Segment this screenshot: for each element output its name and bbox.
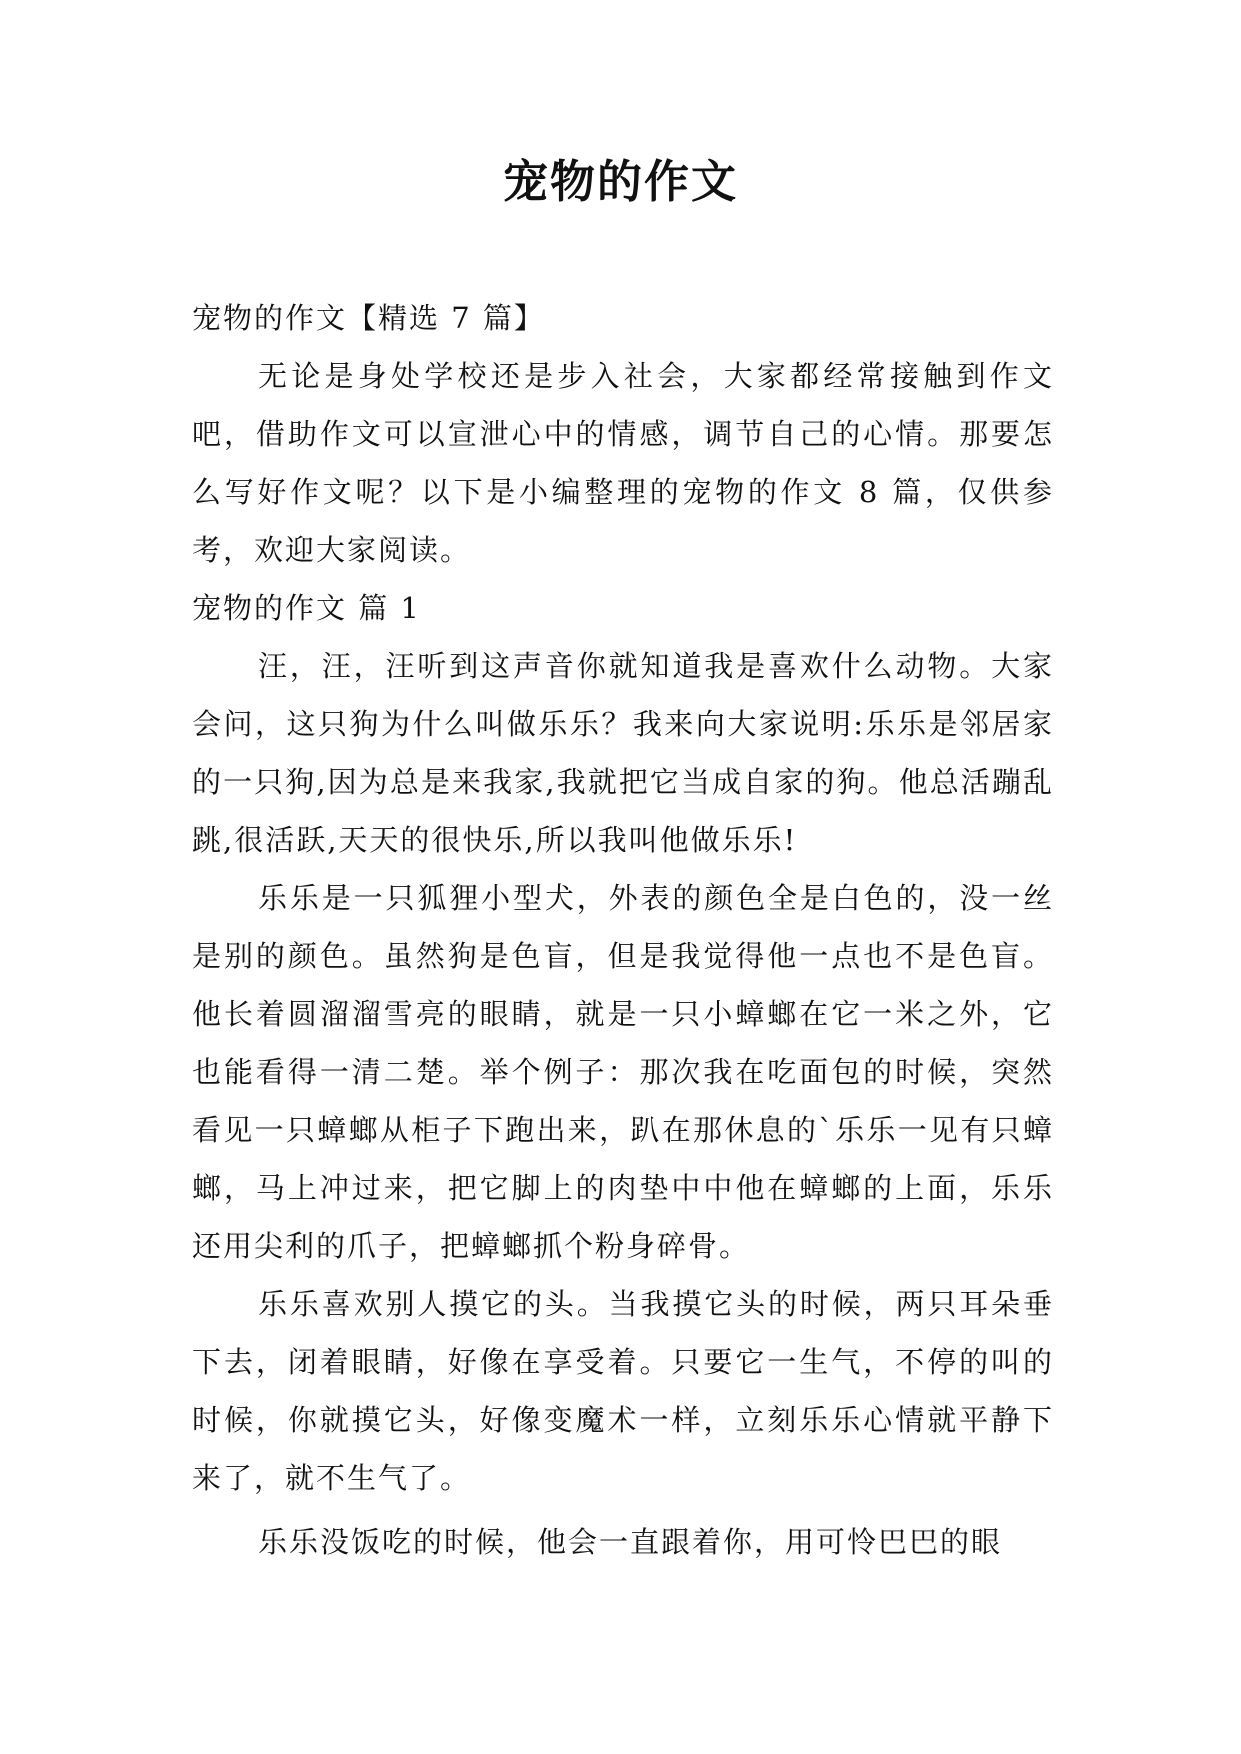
- body-paragraph: 乐乐是一只狐狸小型犬，外表的颜色全是白色的，没一丝是别的颜色。虽然狗是色盲，但是我觉得他一点也不是色盲。他长着圆溜溜雪亮的眼睛，就是一只小蟑螂在它一米之外，它也能看得一清二楚。举个例子：那次我在吃面包的时候，突然看见一只蟑螂从柜子下跑出来，趴在那休息的`乐乐一见有只蟑螂，马上冲过来，把它脚上的肉垫中中他在蟑螂的上面，乐乐还用尖利的爪子，把蟑螂抓个粉身碎骨。: [192, 881, 1054, 1263]
- intro-paragraph: 无论是身处学校还是步入社会，大家都经常接触到作文吧，借助作文可以宣泄心中的情感，调节自己的心情。那要怎么写好作文呢？以下是小编整理的宠物的作文 8 篇，仅供参考，欢迎大家阅读。: [192, 359, 1054, 567]
- body-paragraph: 汪，汪，汪听到这声音你就知道我是喜欢什么动物。大家会问，这只狗为什么叫做乐乐？我来向大家说明:乐乐是邻居家的一只狗,因为总是来我家,我就把它当成自家的狗。他总活蹦乱跳,很活跃,天天的很快乐,所以我叫他做乐乐!: [192, 649, 1054, 857]
- document-title: 宠物的作文: [502, 155, 738, 208]
- document-subtitle: 宠物的作文【精选 7 篇】: [192, 301, 545, 335]
- body-paragraph: 乐乐没饭吃的时候，他会一直跟着你，用可怜巴巴的眼: [258, 1525, 1003, 1559]
- document-body: [192, 289, 1054, 1571]
- section-heading: 宠物的作文 篇 1: [192, 591, 421, 625]
- body-paragraph: 乐乐喜欢别人摸它的头。当我摸它头的时候，两只耳朵垂下去，闭着眼睛，好像在享受着。只要它一生气，不停的叫的时候，你就摸它头，好像变魔术一样，立刻乐乐心情就平静下来了，就不生气了。: [192, 1287, 1054, 1495]
